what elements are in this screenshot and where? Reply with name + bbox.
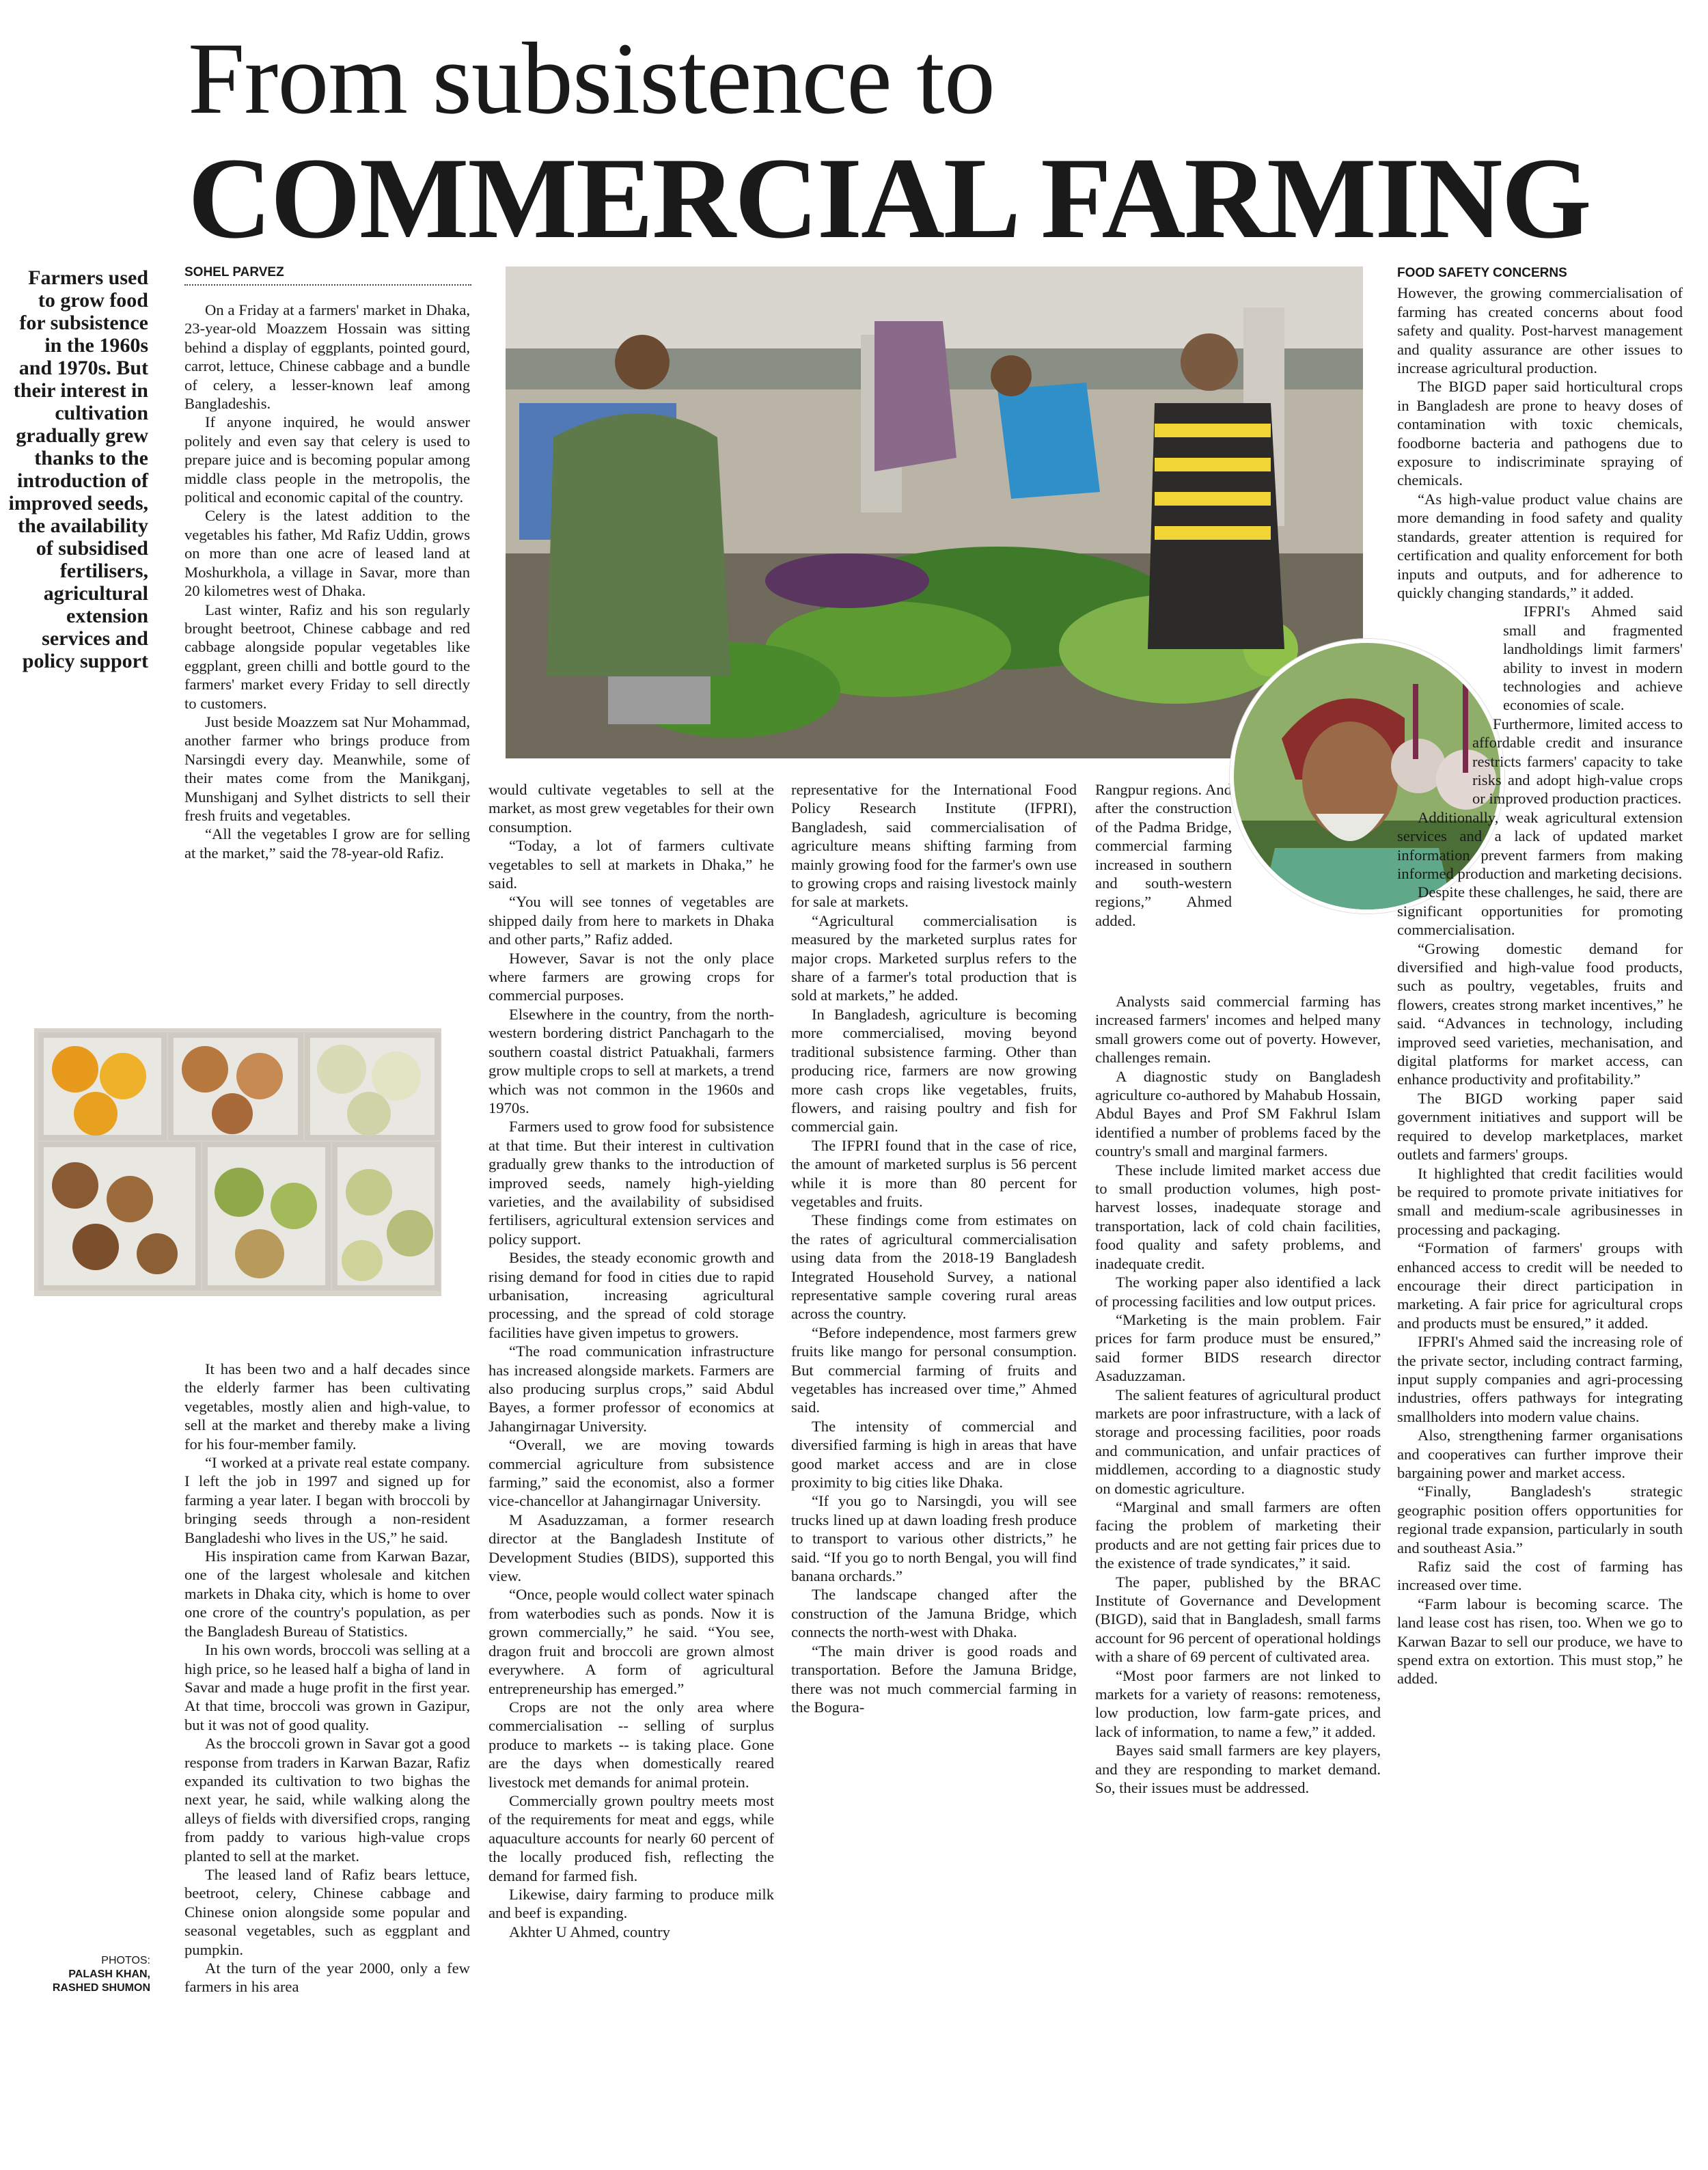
column-4-top [1095,780,1232,992]
paragraph: “All the vegetables I grow are for selling at the market,” said the 78-year-old Rafiz. [184,825,470,862]
paragraph: At the turn of the year 2000, only a few farmers in his area [184,1960,470,1996]
paragraph: Just beside Moazzem sat Nur Mohammad, another farmer who brings produce from Narsingdi every day. Meanwhile, some of their mates come from the Manikganj, Munshiganj and Sylhet districts to sell their fresh fruits and vegetables. [184,713,470,824]
paragraph: “Once, people would collect water spinach from waterbodies such as ponds. Now it is grown commercially,” he said. “You see, dragon fruit and broccoli are grown almost everywhere. A form of agricultural entrepreneurship has emerged.” [488,1586,774,1697]
paragraph: Bayes said small farmers are key players, and they are responding to market demand. So, their issues must be addressed. [1095,1742,1381,1797]
paragraph: The salient features of agricultural product markets are poor infrastructure, with a lack of storage and processing facilities, poor roads and communication, and unfair practices of middlemen, according to a diagnostic study on domestic agriculture. [1095,1386,1381,1497]
paragraph: Commercially grown poultry meets most of the requirements for meat and eggs, while aquaculture accounts for nearly 60 percent of the locally produced fish, reflecting the demand for farmed fish. [488,1791,774,1884]
subhead-food-safety: FOOD SAFETY CONCERNS [1397,266,1567,280]
paragraph: Farmers used to grow food for subsistence at that time. But their interest in cultivation gradually grew thanks to the introduction of improved seeds, namely high-yielding varieties, and the availability of subsidised fertilisers, agricultural extension services and policy support. [488,1118,774,1248]
paragraph: His inspiration came from Karwan Bazar, one of the largest wholesale and kitchen markets in Dhaka city, which is home to over one crore of the country's population, as per the Bangladesh Bureau of Statistics. [184,1548,470,1640]
paragraph: would cultivate vegetables to sell at the market, as most grew vegetables for their own consumption. [488,781,774,836]
paragraph: The landscape changed after the construction of the Jamuna Bridge, which connects the north-west with Dhaka. [791,1586,1077,1641]
paragraph: “Before independence, most farmers grew fruits like mango for personal consumption. But commercial farming of fruits and vegetables has increased over time,” Ahmed said. [791,1323,1077,1416]
paragraph: In his own words, broccoli was selling at a high price, so he leased half a bigha of land in Savar and made a huge profit in the first year. At that time, broccoli was grown in Gazipur, but it was not of good quality. [184,1641,470,1733]
paragraph: Analysts said commercial farming has increased farmers' incomes and helped many small growers come out of poverty. However, challenges remain. [1095,993,1381,1067]
paragraph: “Today, a lot of farmers cultivate vegetables to sell at markets in Dhaka,” he said. [488,837,774,892]
headline-line-1: From subsistence to [188,22,995,135]
paragraph: “As high-value product value chains are more demanding in food safety and quality standards, greater attention is required for certification and quality enforcement for both inputs and outputs, and for adherence to quickly changing standards,” it added. [1397,490,1683,601]
paragraph: However, the growing commercialisation of farming has created concerns about food safety and quality. Post-harvest management and quality assurance are other issues to increase agricultural production. [1397,284,1683,377]
paragraph: “I worked at a private real estate company. I left the job in 1997 and signed up for farming a year later. I began with broccoli by bringing seeds through a non-resident Bangladeshi who lives in the US,” he said. [184,1454,470,1546]
paragraph: The leased land of Rafiz bears lettuce, beetroot, celery, Chinese cabbage and Chinese onion alongside some popular and seasonal vegetables, such as eggplant and pumpkin. [184,1865,470,1958]
paragraph: As the broccoli grown in Savar got a good response from traders in Karwan Bazar, Rafiz expanded its cultivation to two bighas the next year, he said, while walking along the alleys of fields with diversified crops, ranging from paddy to various high-value crops planted to sell at the market. [184,1735,470,1865]
paragraph: M Asaduzzaman, a former research director at the Bangladesh Institute of Development Studies (BIDS), supported this view. [488,1511,774,1585]
paragraph: The paper, published by the BRAC Institute of Governance and Development (BIGD), said that in Bangladesh, small farms account for 96 percent of operational holdings with a share of 69 percent of cultivated area. [1095,1573,1381,1666]
paragraph: Rafiz said the cost of farming has increased over time. [1397,1558,1683,1594]
column-1-top [184,301,470,998]
paragraph: The BIGD working paper said government initiatives and support will be required to develop marketplaces, market outlets and farmers' groups. [1397,1089,1683,1164]
paragraph: It highlighted that credit facilities would be required to promote private initiatives for small and medium-scale agribusinesses in processing and packaging. [1397,1164,1683,1238]
photo-credit [20,1954,150,1995]
paragraph: “The main driver is good roads and transportation. Before the Jamuna Bridge, there was not much commercial farming in the Bogura- [791,1642,1077,1716]
paragraph: If anyone inquired, he would answer politely and even say that celery is used to prepare juice and is becoming popular among middle class people in the metropolis, the political and economic capital of the country. [184,413,470,506]
paragraph: Despite these challenges, he said, there are significant opportunities for promoting commercialisation. [1397,883,1683,939]
market-photo [506,266,1363,758]
paragraph: “Agricultural commercialisation is measured by the marketed surplus rates for major crops. Marketed surplus refers to the share of a farmer's total production that is sold at markets,” he added. [791,911,1077,1004]
column-3 [791,780,1077,2167]
paragraph: Last winter, Rafiz and his son regularly brought beetroot, Chinese cabbage and red cabbage alongside popular vegetables like eggplant, green chilli and bottle gourd to the farmers' market every Friday to sell directly to customers. [184,601,470,712]
paragraph: Elsewhere in the country, from the north-western bordering district Panchagarh to the southern coastal district Patuakhali, farmers grow multiple crops to sell at markets, a trend which was not common in the 1960s and 1970s. [488,1005,774,1116]
column-4-bottom [1095,992,1381,2167]
fruits-photo-illustration [34,1028,441,1296]
paragraph: On a Friday at a farmers' market in Dhaka, 23-year-old Moazzem Hossain was sitting behind a display of eggplants, pointed gourd, carrot, lettuce, Chinese cabbage and a bundle of celery, a lesser-known leaf among Bangladeshis. [184,301,470,413]
paragraph: “You will see tonnes of vegetables are shipped daily from here to markets in Dhaka and other parts,” Rafiz added. [488,893,774,948]
paragraph: These findings come from estimates on the rates of agricultural commercialisation using data from the 2018-19 Bangladesh Integrated Household Survey, a national representative sample covering rural areas across the country. [791,1211,1077,1323]
paragraph: However, Savar is not the only place where farmers are growing crops for commercial purposes. [488,949,774,1004]
paragraph: “Most poor farmers are not linked to markets for a variety of reasons: remoteness, low production, low farm-gate prices, and lack of information, to name a few,” it added. [1095,1666,1381,1740]
paragraph: It has been two and a half decades since the elderly farmer has been cultivating vegetables, mostly alien and high-value, to sell at the market and thereby make a living for his four-member family. [184,1360,470,1453]
paragraph: These include limited market access due to small production volumes, high post-harvest losses, inadequate storage and transportation, lack of cold chain facilities, food quality and safety problems, and inadequate credit. [1095,1161,1381,1272]
byline: SOHEL PARVEZ [184,265,471,286]
market-photo-illustration [506,266,1363,758]
paragraph: representative for the International Food Policy Research Institute (IFPRI), Bangladesh, said commercialisation of agriculture means shifting farming from mainly growing food for the farmer's own use to growing crops and raising livestock mainly for sale at markets. [791,781,1077,911]
paragraph: Celery is the latest addition to the vegetables his father, Md Rafiz Uddin, grows on more than one acre of leased land at Moshurkhola, a village in Savar, more than 20 kilometres west of Dhaka. [184,507,470,600]
paragraph: IFPRI's Ahmed said small and fragmented landholdings limit farmers' ability to invest in modern technologies and achieve economies of scale. [1503,603,1683,714]
paragraph: “The road communication infrastructure has increased alongside markets. Farmers are also producing surplus crops,” said Abdul Bayes, a former professor of economics at Jahangirnagar University. [488,1343,774,1435]
paragraph: “Overall, we are moving towards commercial agriculture from subsistence farming,” said the economist, also a former vice-chancellor at Jahangirnagar University. [488,1436,774,1510]
paragraph: A diagnostic study on Bangladesh agriculture co-authored by Mahabub Hossain, Abdul Bayes and Prof SM Fakhrul Islam identified a number of problems faced by the country's small and marginal farmers. [1095,1067,1381,1160]
fruits-photo [34,1028,441,1296]
photo-credit-name: PALASH KHAN, [68,1968,150,1980]
paragraph: IFPRI's Ahmed said the increasing role of the private sector, including contract farming, input supply companies and agri-processing industries, offers pathways for integrating smallholders into modern value chains. [1397,1333,1683,1425]
column-1-bottom [184,1360,470,2166]
column-5 [1397,264,1683,2167]
paragraph: “Marketing is the main problem. Fair prices for farm produce must be ensured,” said former BIDS research director Asaduzzaman. [1095,1310,1381,1385]
paragraph: “If you go to Narsingdi, you will see trucks lined up at dawn loading fresh produce to transport to various other districts,” he said. “If you go to north Bengal, you will find banana orchards.” [791,1492,1077,1585]
paragraph: Besides, the steady economic growth and rising demand for food in cities due to rapid urbanisation, increasing agricultural processing, and the spread of cold storage facilities have given impetus to growers. [488,1249,774,1341]
paragraph: “Finally, Bangladesh's strategic geographic position offers opportunities for regional trade expansion, particularly in south and southeast Asia.” [1397,1483,1683,1556]
paragraph: Additionally, weak agricultural extension services and a lack of updated market information prevent farmers from making informed production and marketing decisions. [1397,808,1683,882]
paragraph: “Growing domestic demand for diversified and high-value food products, such as poultry, vegetables, fruits and flowers, creates strong market incentives,” he said. “Advances in technology, including improved seed varieties, mechanisation, and digital platforms for market access, can enhance productivity and profitability.” [1397,939,1683,1088]
paragraph: The intensity of commercial and diversified farming is high in areas that have good market access and are in close proximity to big cities like Dhaka. [791,1417,1077,1492]
photo-credit-name: RASHED SHUMON [52,1982,150,1994]
paragraph: Rangpur regions. And after the construction of the Padma Bridge, commercial farming increased in southern and south-western regions,” Ahmed added. [1095,781,1232,929]
headline-line-2: COMMERCIAL FARMING [188,134,1590,262]
paragraph: Furthermore, limited access to affordable credit and insurance restricts farmers' capacity to take risks and adopt high-value crops or improved production practices. [1472,715,1683,808]
paragraph: The IFPRI found that in the case of rice, the amount of marketed surplus is 56 percent while it is more than 80 percent for vegetables and fruits. [791,1136,1077,1210]
deck: Farmers used to grow food for subsistence in the 1960s and 1970s. But their interest in cultivation gradually grew thanks to the introduction of improved seeds, the availability of subsidised fertilisers, agricultural extension services and policy support [8,266,148,672]
photo-credit-label: PHOTOS: [101,1955,150,1966]
paragraph: Crops are not the only area where commercialisation -- selling of surplus produce to markets -- is taking place. Gone are the days when domestically reared livestock met demands for animal protein. [488,1698,774,1791]
paragraph: “Formation of farmers' groups with enhanced access to credit will be needed to encourage their direct participation in marketing. A fair price for agricultural crops and products must be ensured,” it added. [1397,1239,1683,1332]
paragraph: Akhter U Ahmed, country [509,1923,670,1940]
column-2 [488,780,774,2167]
paragraph: “Farm labour is becoming scarce. The land lease cost has risen, too. When we go to Karwan Bazar to sell our produce, we have to spend extra on extortion. This must stop,” he added. [1397,1595,1683,1688]
paragraph: The working paper also identified a lack of processing facilities and low output prices. [1095,1274,1381,1310]
paragraph: Likewise, dairy farming to produce milk and beef is expanding. [488,1885,774,1922]
paragraph: The BIGD paper said horticultural crops in Bangladesh are prone to heavy doses of contamination with toxic chemicals, foodborne bacteria and pathogens due to exposure to indiscriminate spraying of chemicals. [1397,378,1683,489]
paragraph: In Bangladesh, agriculture is becoming more commercialised, moving beyond traditional subsistence farming. Other than producing rice, farmers are now growing more cash crops like vegetables, fruits, flowers, and raising poultry and fish for commercial gain. [791,1005,1077,1136]
paragraph: “Marginal and small farmers are often facing the problem of marketing their products and are not getting fair prices due to the existence of trade syndicates,” it said. [1095,1498,1381,1572]
paragraph: Also, strengthening farmer organisations and cooperatives can further improve their bargaining power and market access. [1397,1427,1683,1481]
